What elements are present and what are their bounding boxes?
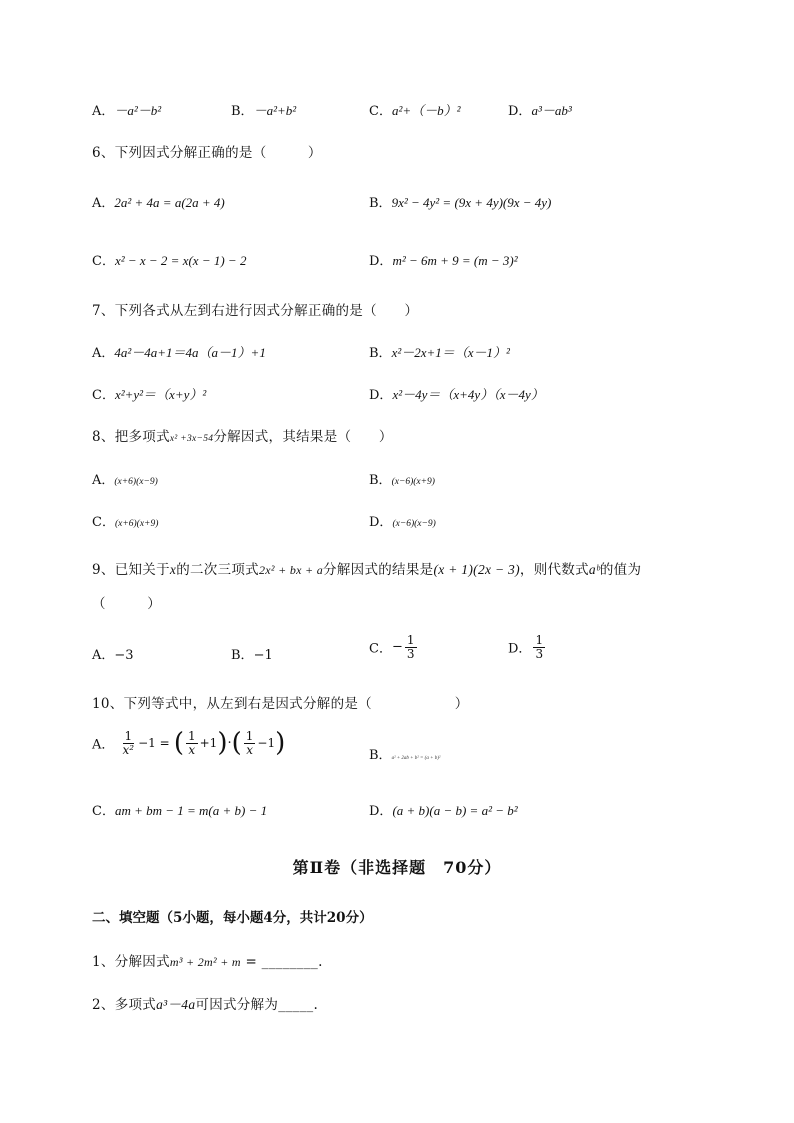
option-label: A． [92, 648, 115, 663]
q10-stem: 10、下列等式中，从左到右是因式分解的是（ ） [92, 696, 469, 712]
q5-option-c [369, 100, 461, 119]
option-expression: a² + 2ab + b² = (a + b)² [391, 756, 441, 761]
option-label: C． [369, 104, 392, 119]
stem-expression: x² +3x−54 [169, 434, 214, 444]
answer-blank: = ________. [240, 954, 323, 970]
expression-part: +1 [199, 736, 218, 751]
q7-option-c [92, 384, 206, 403]
q9-option-d [508, 634, 547, 660]
stem-expression: (x + 1)(2x − 3) [433, 562, 520, 577]
option-label: A． [92, 473, 115, 488]
left-paren: ( [231, 728, 242, 759]
stem-text: 分解因式的结果是 [323, 562, 434, 578]
option-label: C． [92, 804, 115, 819]
expression-part: −1 [257, 736, 276, 751]
expression-part: −1 = [138, 736, 170, 751]
q5-option-d [508, 100, 572, 119]
option-expression: 4a²－4a+1＝4a（a－1）+1 [114, 345, 266, 360]
q6-stem: 6、下列因式分解正确的是（ ） [92, 145, 322, 161]
stem-text: 分解因式，其结果是（ ） [213, 429, 393, 445]
q8-option-a [92, 469, 158, 488]
option-label: A． [92, 737, 115, 753]
numerator: 1 [406, 633, 415, 647]
option-label: A． [92, 104, 115, 119]
stem-text: 的二次三项式 [176, 562, 259, 578]
q10-option-b [369, 744, 440, 763]
option-expression: −1 [253, 648, 273, 663]
option-label: D． [369, 388, 393, 403]
denominator: x [246, 742, 253, 757]
q8-option-b [369, 469, 435, 488]
stem-text: 2、多项式 [92, 997, 157, 1013]
denominator: 3 [406, 646, 415, 661]
numerator: 1 [187, 729, 196, 743]
q7-option-b [369, 342, 510, 361]
q9-option-b [231, 644, 273, 663]
dot-operator: · [227, 735, 232, 751]
option-expression: (x−6)(x+9) [391, 477, 435, 487]
left-paren: ( [173, 728, 184, 759]
denominator: x² [122, 742, 135, 757]
q9-answer-paren: （ ） [92, 596, 161, 612]
option-label: D． [369, 804, 393, 819]
fill-q2 [92, 993, 318, 1013]
q6-option-b [369, 192, 551, 211]
q7-stem: 7、下列各式从左到右进行因式分解正确的是（ ） [92, 303, 419, 319]
q6-option-d [369, 250, 518, 269]
stem-text: 的值为 [599, 562, 642, 578]
section-title: 第Ⅱ卷（非选择题 70分） [292, 858, 502, 877]
option-label: C． [369, 641, 392, 657]
fraction [533, 634, 545, 660]
option-label: B． [231, 104, 254, 119]
fraction [121, 730, 137, 756]
q10-option-c [92, 800, 267, 819]
q8-option-d [369, 511, 436, 530]
part-heading: 二、填空题（5小题，每小题4分，共计20分） [92, 910, 373, 926]
q7-option-a [92, 342, 266, 361]
answer-blank: 可因式分解为_____. [195, 997, 319, 1013]
q9-stem [92, 558, 641, 578]
q5-option-a [92, 100, 161, 119]
option-expression: x²－2x+1＝（x－1）² [391, 345, 510, 360]
fraction [405, 634, 417, 660]
option-expression: 9x² − 4y² = (9x + 4y)(9x − 4y) [391, 195, 552, 210]
stem-text: 9、已知关于 [92, 562, 170, 578]
option-expression: x² − x − 2 = x(x − 1) − 2 [114, 253, 247, 268]
fill-q1 [92, 950, 323, 970]
option-label: D． [508, 104, 532, 119]
option-expression: −3 [114, 648, 134, 663]
option-label: D． [369, 515, 393, 530]
stem-expression: 2x² + bx + a [259, 563, 324, 577]
fraction [244, 730, 256, 756]
option-label: B． [369, 473, 392, 488]
right-paren: ) [275, 728, 286, 759]
q8-stem [92, 425, 393, 445]
option-expression: m² − 6m + 9 = (m − 3)² [392, 253, 518, 268]
numerator: 1 [124, 729, 133, 743]
option-label: A． [92, 196, 115, 211]
stem-expression: a³－4a [156, 997, 196, 1012]
option-label: B． [369, 748, 392, 763]
q7-option-d [369, 384, 544, 403]
fraction [186, 730, 198, 756]
right-paren: ) [217, 728, 228, 759]
option-label: C． [92, 515, 115, 530]
q9-option-a [92, 644, 134, 663]
option-expression: a³－ab³ [531, 103, 572, 118]
option-expression: 2a² + 4a = a(2a + 4) [114, 195, 225, 210]
option-expression: (a + b)(a − b) = a² − b² [392, 803, 518, 818]
q6-option-a [92, 192, 225, 211]
option-label: D． [508, 641, 532, 657]
stem-expression: m³ + 2m² + m [169, 955, 241, 969]
q10-option-a [92, 728, 286, 759]
denominator: x [188, 742, 196, 757]
option-expression: (x−6)(x−9) [392, 519, 436, 529]
minus-sign: − [391, 639, 403, 655]
option-label: C． [92, 254, 115, 269]
option-label: B． [369, 196, 392, 211]
stem-text: ，则代数式 [519, 562, 589, 578]
option-expression: －a²+b² [253, 103, 297, 118]
stem-text: 8、把多项式 [92, 429, 170, 445]
option-label: B． [369, 346, 392, 361]
stem-variable: x [169, 562, 177, 577]
option-expression: (x+6)(x+9) [114, 519, 159, 529]
numerator: 1 [245, 729, 254, 743]
option-expression: am + bm − 1 = m(a + b) − 1 [114, 803, 268, 818]
q8-option-c [92, 511, 158, 530]
q10-option-d [369, 800, 518, 819]
q6-option-c [92, 250, 246, 269]
stem-text: 1、分解因式 [92, 954, 170, 970]
option-expression: －a²－b² [114, 103, 162, 118]
option-expression: x²+y²＝（x+y）² [114, 387, 207, 402]
stem-expression: aᵇ [588, 562, 600, 577]
option-label: B． [231, 648, 254, 663]
option-label: D． [369, 254, 393, 269]
q9-option-c [369, 634, 419, 660]
numerator: 1 [535, 633, 544, 647]
option-expression: (x+6)(x−9) [114, 477, 158, 487]
option-label: A． [92, 346, 115, 361]
denominator: 3 [535, 646, 544, 661]
option-expression: a²+（－b）² [391, 103, 461, 118]
q5-option-b [231, 100, 296, 119]
option-label: C． [92, 388, 115, 403]
option-expression: x²－4y＝（x+4y）（x－4y） [392, 387, 544, 402]
